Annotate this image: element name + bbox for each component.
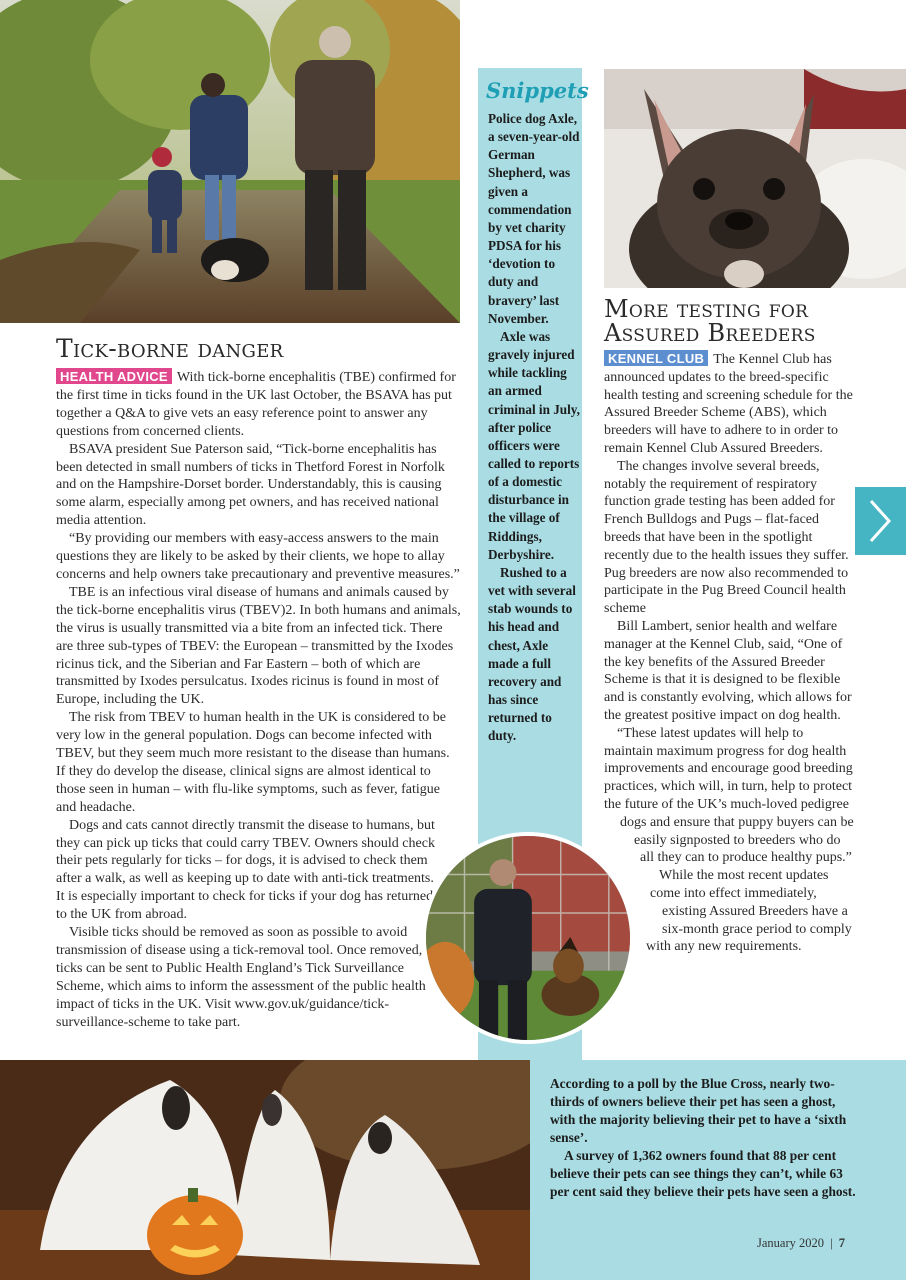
kennel-paragraph: “These latest updates will help to maintain maximum progress for dog health improvements and encourage good breeding practices, which will, in turn, help to protect the future of the UK’s much-loved pedigree dogs and ensure that puppy buyers can be easily signposted to breeders who do all they can to produce healthy pups.”	[604, 725, 854, 866]
chevron-right-icon	[855, 487, 906, 555]
tick-paragraph: The risk from TBEV to human health in the UK is considered to be very low in the general population. Dogs can become infected with TBEV, but they seem much more resistant to the disease than humans. If they do develop the disease, clinical signs are almost identical to those seen in human – with flu-like symptoms, such as fever, fatigue and headache.	[56, 710, 450, 815]
kennel-club-tag: KENNEL CLUB	[604, 350, 708, 366]
ghost-dogs-photo	[0, 1060, 530, 1280]
family-walk-photo	[0, 0, 460, 323]
kennel-paragraph: While the most recent updates come into effect immediately, existing Assured Breeders have a six-month grace period to comply with any new requirements.	[646, 868, 852, 955]
kennel-paragraph: The changes involve several breeds, notably the requirement of respiratory function grade testing has been added for French Bulldogs and Pugs – flat-faced breeds that have been in the spotlight recently due to the health issues they suffer. Pug breeders are now also recommended to participate in the Pug Breed Council health scheme	[604, 458, 849, 617]
poll-paragraph: A survey of 1,362 owners found that 88 per cent believe their pets can see things they can’t, while 63 per cent said they believe their pets have seen a ghost.	[550, 1148, 856, 1199]
headline-line-2: Assured Breeders	[604, 319, 816, 347]
kennel-paragraph: Bill Lambert, senior health and welfare manager at the Kennel Club, said, “One of the key benefits of the Assured Breeder Scheme is that it is designed to be flexible and is constantly evolving, which allows for the greatest positive impact on dog health.	[604, 618, 852, 723]
tick-paragraph: Visible ticks should be removed as soon as possible to avoid transmission of disease using a tick-removal tool. Once removed, ticks can be sent to Public Health England’s Tick Surveillance Scheme, which aims to inform the assessment of the public health impact of ticks in the UK. Visit www.gov.uk/guidance/tick-surveillance-scheme to take part.	[56, 925, 426, 1030]
tick-paragraph: With tick-borne encephalitis (TBE) confirmed for the first time in ticks found in the UK last October, the BSAVA has put together a Q&A to give vets an easy reference point to answer any questions from concerned clients.	[56, 370, 456, 439]
kennel-paragraph: The Kennel Club has announced updates to the breed-specific health testing and screening schedule for the Assured Breeder Scheme (ABS), which breeders will have to adhere to in order to remain Kennel Club Assured Breeders.	[604, 352, 853, 456]
french-bulldog-photo	[604, 69, 906, 288]
poll-paragraph: According to a poll by the Blue Cross, nearly two-thirds of owners believe their pet has seen a ghost, with the majority believing their pet to have a ‘sixth sense’.	[550, 1076, 847, 1145]
tick-paragraph: BSAVA president Sue Paterson said, “Tick-borne encephalitis has been detected in small numbers of ticks in Thetford Forest in Norfolk and on the Hampshire-Dorset border. Understandably, this is causing some alarm, especially among pet owners, and has received national media attention.	[56, 441, 445, 529]
tick-paragraph: TBE is an infectious viral disease of humans and animals caused by the tick-borne encephalitis virus (TBEV)2. In both humans and animals, the virus is usually transmitted via a bite from an infected tick. There are three sub-types of TBEV: the European – transmitted by the Ixodes ricinus tick, and the Siberian and Far Eastern – both of which are transmitted by Ixodes persulcatus. Ixodes ricinus is found in most of Europe, including the UK.	[56, 584, 461, 708]
tick-borne-article	[56, 336, 462, 1032]
footer-separator: |	[830, 1236, 833, 1250]
snippets-paragraph: Axle was gravely injured while tackling an armed criminal in July, after police officers were called to reports of a domestic disturbance in the village of Riddings, Derbyshire.	[488, 328, 580, 562]
page-footer	[757, 1236, 845, 1251]
tick-article-headline: Tick-borne danger	[56, 334, 284, 363]
snippets-paragraph: Police dog Axle, a seven-year-old German Shepherd, was given a commendation by vet charity PDSA for his ‘devotion to duty and bravery’ last November.	[488, 111, 580, 326]
health-advice-tag: HEALTH ADVICE	[56, 368, 172, 384]
issue-date: January 2020	[757, 1236, 824, 1250]
kennel-article-headline	[604, 297, 854, 345]
poll-text	[550, 1075, 862, 1201]
next-page-button[interactable]	[855, 487, 906, 555]
kennel-club-article	[604, 297, 854, 1008]
tick-paragraph: “By providing our members with easy-access answers to the main questions they are likely to be asked by their clients, we hope to allay concerns and help owners take precautionary and preventive measures.”	[56, 531, 460, 582]
snippets-body	[488, 110, 580, 745]
page-number: 7	[838, 1236, 846, 1250]
snippets-title: Snippets	[486, 78, 589, 103]
snippets-paragraph: Rushed to a vet with several stab wounds to his head and chest, Axle made a full recovery and has since returned to duty.	[488, 564, 576, 744]
headline-line-1: More testing for	[604, 295, 809, 323]
tick-paragraph: Dogs and cats cannot directly transmit the disease to humans, but they can pick up ticks that could carry TBEV. Owners should check their pets regularly for ticks – for dogs, it is advised to check them after a walk, as well as keeping up to date with anti-tick treatments. It is especially important to check for ticks if your dog has returned to the UK from abroad.	[56, 817, 435, 923]
police-dog-photo	[422, 832, 634, 1044]
